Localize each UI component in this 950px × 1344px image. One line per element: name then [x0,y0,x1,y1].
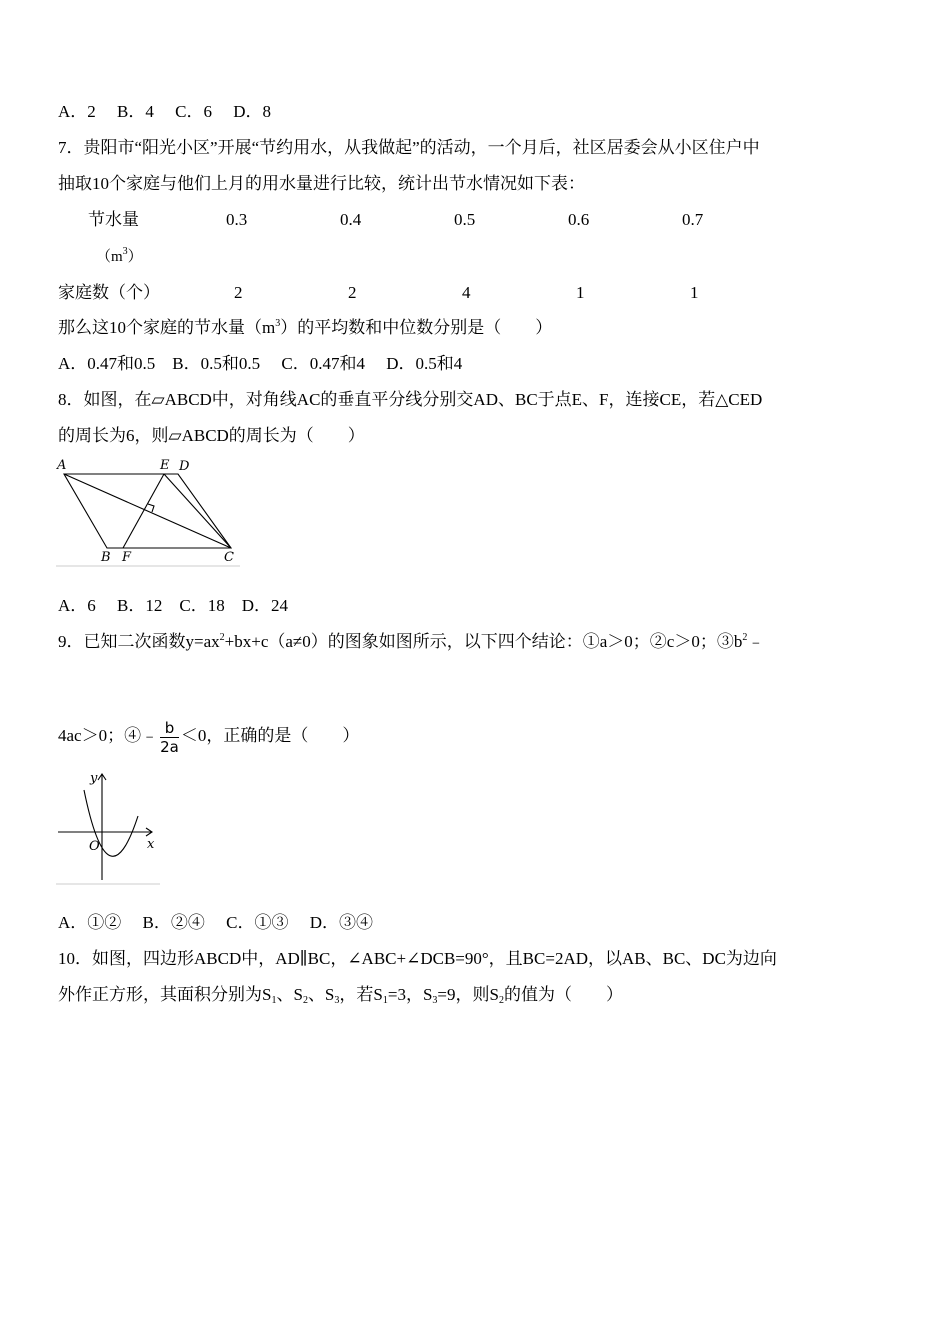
table-header-unit: $(m^3)$ [96,246,143,265]
table-cell: 0.4 [340,210,362,229]
table-cell: 1 [576,283,585,302]
label-y: y [90,771,98,786]
table-cell: 0.3 [226,210,248,229]
q7-stem-line1: 7．贵阳市“阳光小区”开展“节约用水，从我做起”的活动，一个月后，社区居委会从小区住户中 [58,138,760,157]
diagonal-ac [64,474,231,548]
label-e: E [160,458,170,473]
table-cell: 0.7 [682,210,704,229]
q6-options: A．2 B．4 C．6 D．8 [58,102,271,121]
q7-options: A．0.47和0.5 B．0.5和0.5 C．0.47和4 D．0.5和4 [58,354,463,373]
q8-stem-line2: 的周长为6，则▱ABCD的周长为（ ） [58,426,365,445]
label-d: D [179,459,190,474]
table-cell: 0.5 [454,210,476,229]
q8-stem-line1: 8．如图，在▱ABCD中，对角线AC的垂直平分线分别交AD、BC于点E、F，连接CE，若△CED [58,390,763,409]
label-f: F [122,550,132,565]
table-cell: 2 [234,283,243,302]
q9-stem-line1: 9．已知二次函数$y=ax^2+bx+c(a\ne 0)$的图象如图所示，以下四个结论：①a＞0；②c＞0；$③b^2﹣$ [58,632,765,651]
parallelogram-figure [56,456,240,572]
label-x: x [147,837,155,852]
table-cell: 4 [462,283,471,302]
q8-options: A．6 B．12 C．18 D．24 [58,596,288,615]
table-cell: 1 [690,283,699,302]
q7-stem-line2: 抽取10个家庭与他们上月的用水量进行比较，统计出节水情况如下表： [58,174,585,193]
label-origin: O [89,839,100,854]
table-cell: 0.6 [568,210,590,229]
table-header-households: 家庭数（个） [58,283,160,302]
perpendicular-bisector-ef [123,474,164,548]
table-cell: 2 [348,283,357,302]
q9-stem-line2: 4ac＞0；④﹣ $\frac{b}{2a}$ ＜0，正确的是（ ） [58,718,360,756]
label-b: B [101,550,111,565]
q9-options: A．①② B．②④ C．①③ D．③④ [58,913,373,932]
table-header-water-saved: 节水量 [88,210,139,229]
label-a: A [57,458,67,473]
right-angle-mark [148,504,154,512]
segment-ce [164,474,231,548]
fraction-b-over-2a: $\frac{b}{2a}$ [160,718,179,756]
q10-stem-line2: 外作正方形，其面积分别为$S_1$、$S_2$、$S_3$，若$S_1=3$，$S_3=9$，则$S_2$的值为（ ） [58,985,623,1006]
label-c: C [224,550,234,565]
parabola-figure [56,768,162,888]
q10-stem-line1: 10．如图，四边形ABCD中，AD∥BC，∠ABC+∠DCB=90°，且BC=2AD，以AB、BC、DC为边向 [58,949,777,968]
q7-question: 那么这10个家庭的节水量$(m^3)$的平均数和中位数分别是（ ） [58,318,553,337]
